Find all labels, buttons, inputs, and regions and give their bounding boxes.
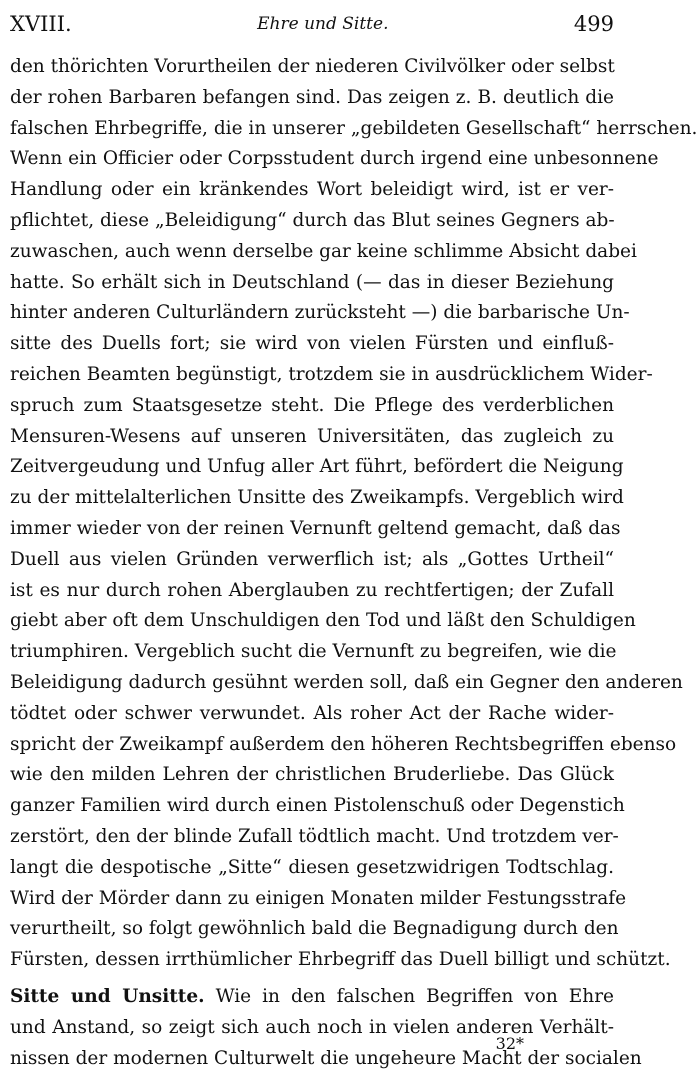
text-line: Handlung oder ein kränkendes Wort beleidigt wird, ist er ver- — [10, 175, 614, 206]
body-text — [10, 52, 614, 1074]
text-line: den thörichten Vorurtheilen der niederen Civilvölker oder selbst — [10, 52, 614, 83]
text-line: Zeitvergeudung und Unfug aller Art führt, befördert die Neigung — [10, 452, 614, 483]
text-line: nissen der modernen Culturwelt die ungeheure Macht der socialen — [10, 1044, 614, 1074]
text-line: reichen Beamten begünstigt, trotzdem sie in ausdrücklichem Wider- — [10, 360, 614, 391]
text-line: pflichtet, diese „Beleidigung“ durch das Blut seines Gegners ab- — [10, 206, 614, 237]
page-number: 499 — [574, 12, 614, 36]
text-line: Duell aus vielen Gründen verwerflich ist; als „Gottes Urtheil“ — [10, 545, 614, 576]
text-line: hatte. So erhält sich in Deutschland (— das in dieser Beziehung — [10, 268, 614, 299]
section-heading: Sitte und Unsitte. — [10, 986, 205, 1007]
text-line: Beleidigung dadurch gesühnt werden soll, daß ein Gegner den anderen — [10, 668, 614, 699]
text-line: Fürsten, dessen irrthümlicher Ehrbegriff das Duell billigt und schützt. — [10, 945, 614, 976]
text-line: Wenn ein Officier oder Corpsstudent durch irgend eine unbesonnene — [10, 144, 614, 175]
text-line: giebt aber oft dem Unschuldigen den Tod und läßt den Schuldigen — [10, 606, 614, 637]
text-line: Wird der Mörder dann zu einigen Monaten milder Festungsstrafe — [10, 884, 614, 915]
text-line: Mensuren-Wesens auf unseren Universitäten, das zugleich zu — [10, 422, 614, 453]
text-line: ist es nur durch rohen Aberglauben zu rechtfertigen; der Zufall — [10, 576, 614, 607]
text-line: langt die despotische „Sitte“ diesen gesetzwidrigen Todtschlag. — [10, 853, 614, 884]
text-line: triumphiren. Vergeblich sucht die Vernunft zu begreifen, wie die — [10, 637, 614, 668]
paragraph — [10, 52, 614, 976]
chapter-number: XVIII. — [10, 12, 72, 36]
text-line: und Anstand, so zeigt sich auch noch in vielen anderen Verhält- — [10, 1013, 614, 1044]
text-line: tödtet oder schwer verwundet. Als roher Act der Rache wider- — [10, 699, 614, 730]
text-line: falschen Ehrbegriffe, die in unserer „gebildeten Gesellschaft“ herrschen. — [10, 114, 614, 145]
text-line: zu der mittelalterlichen Unsitte des Zweikampfs. Vergeblich wird — [10, 483, 614, 514]
text-line: spruch zum Staatsgesetze steht. Die Pflege des verderblichen — [10, 391, 614, 422]
signature-mark: 32* — [496, 1034, 524, 1054]
text-line: der rohen Barbaren befangen sind. Das zeigen z. B. deutlich die — [10, 83, 614, 114]
text-run: Wie in den falschen Begriffen von Ehre — [205, 986, 614, 1007]
text-line — [10, 982, 614, 1013]
text-line: immer wieder von der reinen Vernunft geltend gemacht, daß das — [10, 514, 614, 545]
text-line: spricht der Zweikampf außerdem den höheren Rechtsbegriffen ebenso — [10, 730, 614, 761]
paragraph — [10, 982, 614, 1074]
text-line: wie den milden Lehren der christlichen Bruderliebe. Das Glück — [10, 760, 614, 791]
text-line: sitte des Duells fort; sie wird von vielen Fürsten und einfluß- — [10, 329, 614, 360]
running-header — [10, 8, 614, 40]
text-line: ganzer Familien wird durch einen Pistolenschuß oder Degenstich — [10, 791, 614, 822]
text-line: zerstört, den der blinde Zufall tödtlich macht. Und trotzdem ver- — [10, 822, 614, 853]
text-line: hinter anderen Culturländern zurücksteht —) die barbarische Un- — [10, 298, 614, 329]
text-line: verurtheilt, so folgt gewöhnlich bald die Begnadigung durch den — [10, 914, 614, 945]
text-line: zuwaschen, auch wenn derselbe gar keine schlimme Absicht dabei — [10, 237, 614, 268]
running-title: Ehre und Sitte. — [257, 14, 388, 34]
